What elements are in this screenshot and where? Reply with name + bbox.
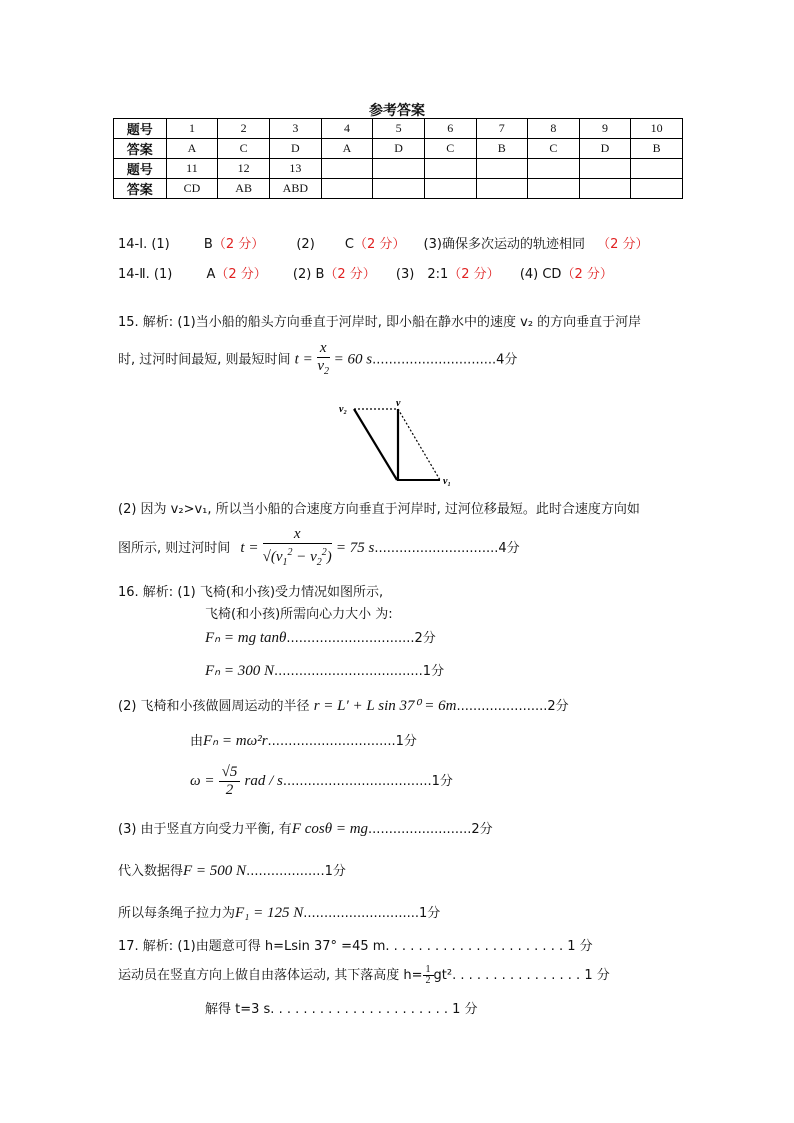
q16-line2: 飞椅(和小孩)所需向心力大小 为: (205, 607, 393, 622)
table-cell: C (424, 139, 476, 159)
q16-line3: Fₙ = mg tanθ...............................2分 (205, 630, 436, 646)
table-row (114, 139, 683, 159)
table-cell (579, 159, 631, 179)
table-cell: 4 (321, 119, 373, 139)
table-cell (476, 179, 528, 199)
table-cell: 5 (373, 119, 425, 139)
table-cell: 1 (166, 119, 218, 139)
q15-line3: (2) 因为 v₂>v₁, 所以当小船的合速度方向垂直于河岸时, 过河位移最短。此时合速度方向如 (118, 502, 640, 517)
table-row-header: 题号 (114, 159, 167, 179)
label-v1: v₁ (443, 476, 451, 487)
table-cell: 3 (269, 119, 321, 139)
table-cell: D (579, 139, 631, 159)
q15-line4: 图所示, 则过河时间 t = $\frac{x}{√(v_1^2 - v_2^2)}$ = 75 s..............................4分 (118, 526, 520, 571)
table-cell (476, 159, 528, 179)
table-cell: ABD (269, 179, 321, 199)
table-cell (424, 179, 476, 199)
label-v: v (396, 398, 401, 409)
table-cell (631, 159, 683, 179)
table-cell: 12 (218, 159, 270, 179)
table-cell: 11 (166, 159, 218, 179)
q16-line5: (2) 飞椅和小孩做圆周运动的半径 r = L′ + L sin 37⁰ = 6m......................2分 (118, 698, 569, 714)
q14-part1: 14-Ⅰ. (1) B（2 分） (2) C（2 分） (3)确保多次运动的轨迹相同 （2 分） (118, 237, 649, 252)
fraction-x-sqrt: $\frac{x}{√(v_1^2 - v_2^2)}$ (262, 526, 332, 568)
table-cell (528, 179, 580, 199)
table-cell: 13 (269, 159, 321, 179)
table-cell (373, 179, 425, 199)
table-cell: 2 (218, 119, 270, 139)
fraction-sqrt5-2: $\frac{√5}{2}$ (219, 764, 241, 799)
velocity-diagram (330, 394, 480, 488)
table-row-header: 答案 (114, 179, 167, 199)
q17-line3: 解得 t=3 s. . . . . . . . . . . . . . . . . . . . . . 1 分 (205, 1002, 478, 1017)
fraction-x-v2: $\frac{x}{v_2}$ (317, 340, 330, 377)
q15-line2: 时, 过河时间最短, 则最短时间 t = $\frac{x}{v_2}$ = 60 s..............................4分 (118, 340, 517, 380)
table-cell: D (373, 139, 425, 159)
table-row (114, 119, 683, 139)
table-cell: 7 (476, 119, 528, 139)
table-cell: 9 (579, 119, 631, 139)
answer-title: 参考答案 (369, 103, 425, 119)
table-cell (373, 159, 425, 179)
table-cell: A (321, 139, 373, 159)
table-cell: CD (166, 179, 218, 199)
table-cell (424, 159, 476, 179)
q16-line10: 所以每条绳子拉力为F₁ = 125 N............................1分 (118, 905, 441, 921)
table-cell (321, 159, 373, 179)
table-row-header: 题号 (114, 119, 167, 139)
q16-line6: 由Fₙ = mω²r...............................1分 (190, 733, 417, 749)
table-cell: C (218, 139, 270, 159)
q14-part2: 14-Ⅱ. (1) A（2 分） (2) B（2 分） (3) 2:1（2 分） (4) CD（2 分） (118, 267, 613, 282)
table-cell: AB (218, 179, 270, 199)
q16-line1: 16. 解析: (1) 飞椅(和小孩)受力情况如图所示, (118, 585, 384, 600)
table-cell (631, 179, 683, 199)
q16-line7: ω = $\frac{√5}{2}$ rad / s....................................1分 (190, 764, 453, 798)
table-cell: 8 (528, 119, 580, 139)
table-cell: B (631, 139, 683, 159)
table-cell: 6 (424, 119, 476, 139)
table-row-header: 答案 (114, 139, 167, 159)
table-cell: C (528, 139, 580, 159)
table-cell: B (476, 139, 528, 159)
q15-line1: 15. 解析: (1)当小船的船头方向垂直于河岸时, 即小船在静水中的速度 v₂ 的方向垂直于河岸 (118, 315, 642, 330)
label-v2: v₂ (339, 404, 347, 415)
table-cell: D (269, 139, 321, 159)
table-cell (321, 179, 373, 199)
fraction-half: $\frac{1}{2}$ (423, 965, 434, 986)
q17-line2: 运动员在竖直方向上做自由落体运动, 其下落高度 h= $\frac{1}{2}$ gt². . . . . . . . . . . . . . . . 1 分 (118, 964, 610, 986)
q16-line4: Fₙ = 300 N....................................1分 (205, 663, 445, 679)
table-cell: A (166, 139, 218, 159)
table-cell: 10 (631, 119, 683, 139)
table-row (114, 179, 683, 199)
table-row (114, 159, 683, 179)
table-cell (579, 179, 631, 199)
q17-line1: 17. 解析: (1)由题意可得 h=Lsin 37° =45 m. . . . . . . . . . . . . . . . . . . . . . 1 分 (118, 939, 593, 954)
q16-line8: (3) 由于竖直方向受力平衡, 有F cosθ = mg.........................2分 (118, 821, 493, 837)
table-cell (528, 159, 580, 179)
q16-line9: 代入数据得F = 500 N...................1分 (118, 863, 346, 879)
answer-table (113, 118, 683, 199)
